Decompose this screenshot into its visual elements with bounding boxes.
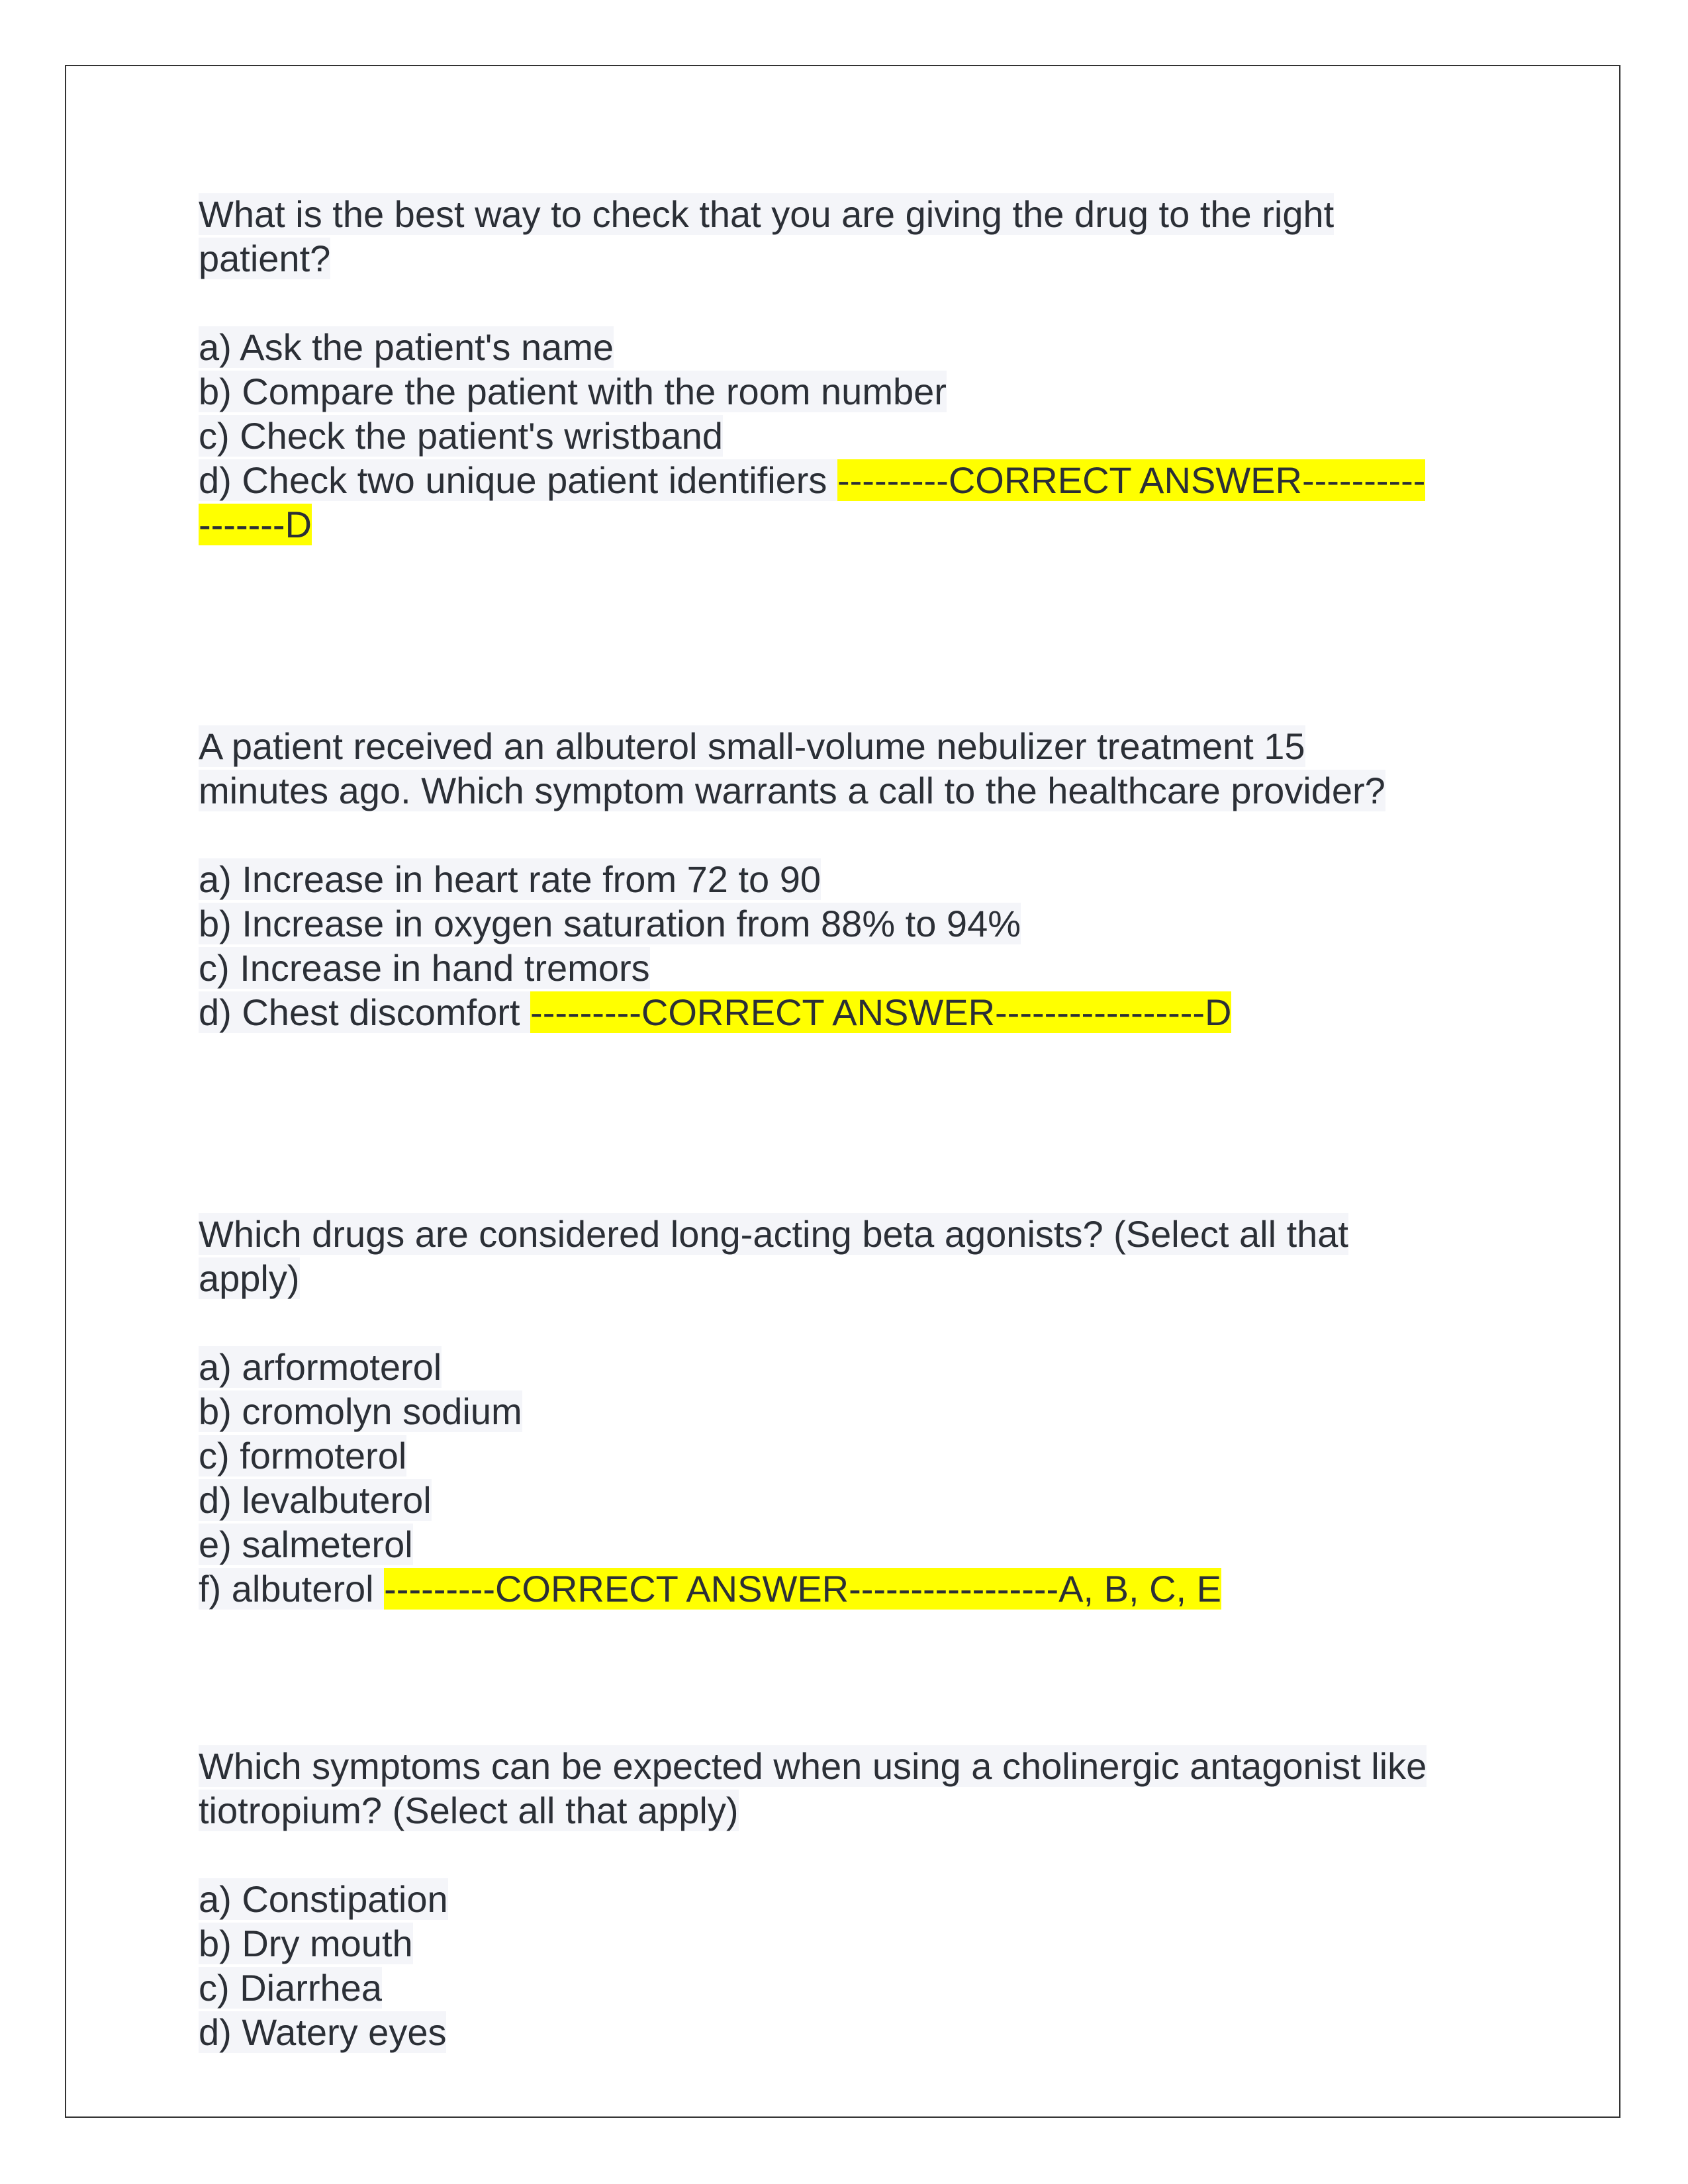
option-b: b) Dry mouth <box>199 1923 413 1964</box>
question-text-line: minutes ago. Which symptom warrants a call to the healthcare provider? <box>199 770 1385 811</box>
correct-answer-highlight: ---------CORRECT ANSWER-----------------D <box>530 991 1232 1033</box>
option-f: f) albuterol ---------CORRECT ANSWER-----------------A, B, C, E <box>199 1568 1221 1610</box>
option-b: b) cromolyn sodium <box>199 1390 522 1432</box>
question-text-line: patient? <box>199 238 331 279</box>
question-text-line: A patient received an albuterol small-volume nebulizer treatment 15 <box>199 725 1305 767</box>
question-block-1 <box>199 192 1496 547</box>
option-d: d) Check two unique patient identifiers ---------CORRECT ANSWER---------- <box>199 459 1426 501</box>
option-a: a) Increase in heart rate from 72 to 90 <box>199 858 821 900</box>
document-content <box>199 192 1496 2054</box>
option-a: a) arformoterol <box>199 1346 442 1388</box>
question-block-4 <box>199 1744 1496 2054</box>
question-text-line: tiotropium? (Select all that apply) <box>199 1790 739 1831</box>
option-b: b) Increase in oxygen saturation from 88% to 94% <box>199 903 1021 944</box>
option-c: c) Check the patient's wristband <box>199 415 723 457</box>
correct-answer-highlight: -------D <box>199 504 312 545</box>
option-d: d) Watery eyes <box>199 2011 447 2053</box>
option-a: a) Ask the patient's name <box>199 326 614 368</box>
question-text-line: What is the best way to check that you are giving the drug to the right <box>199 193 1335 235</box>
question-text-line: Which symptoms can be expected when using a cholinergic antagonist like <box>199 1745 1427 1787</box>
option-e: e) salmeterol <box>199 1524 413 1565</box>
option-c: c) formoterol <box>199 1435 407 1477</box>
option-c: c) Diarrhea <box>199 1967 382 2009</box>
question-block-2 <box>199 724 1496 1034</box>
correct-answer-continuation <box>199 502 1496 547</box>
question-text-line: apply) <box>199 1257 300 1299</box>
option-c: c) Increase in hand tremors <box>199 947 650 989</box>
option-d: d) Chest discomfort ---------CORRECT ANSWER-----------------D <box>199 991 1232 1033</box>
correct-answer-highlight: ---------CORRECT ANSWER---------- <box>837 459 1426 501</box>
option-a: a) Constipation <box>199 1878 448 1920</box>
question-text-line: Which drugs are considered long-acting beta agonists? (Select all that <box>199 1213 1348 1255</box>
correct-answer-highlight: ---------CORRECT ANSWER-----------------A, B, C, E <box>384 1568 1221 1610</box>
option-d: d) levalbuterol <box>199 1479 432 1521</box>
question-block-3 <box>199 1212 1496 1611</box>
option-b: b) Compare the patient with the room number <box>199 371 947 412</box>
